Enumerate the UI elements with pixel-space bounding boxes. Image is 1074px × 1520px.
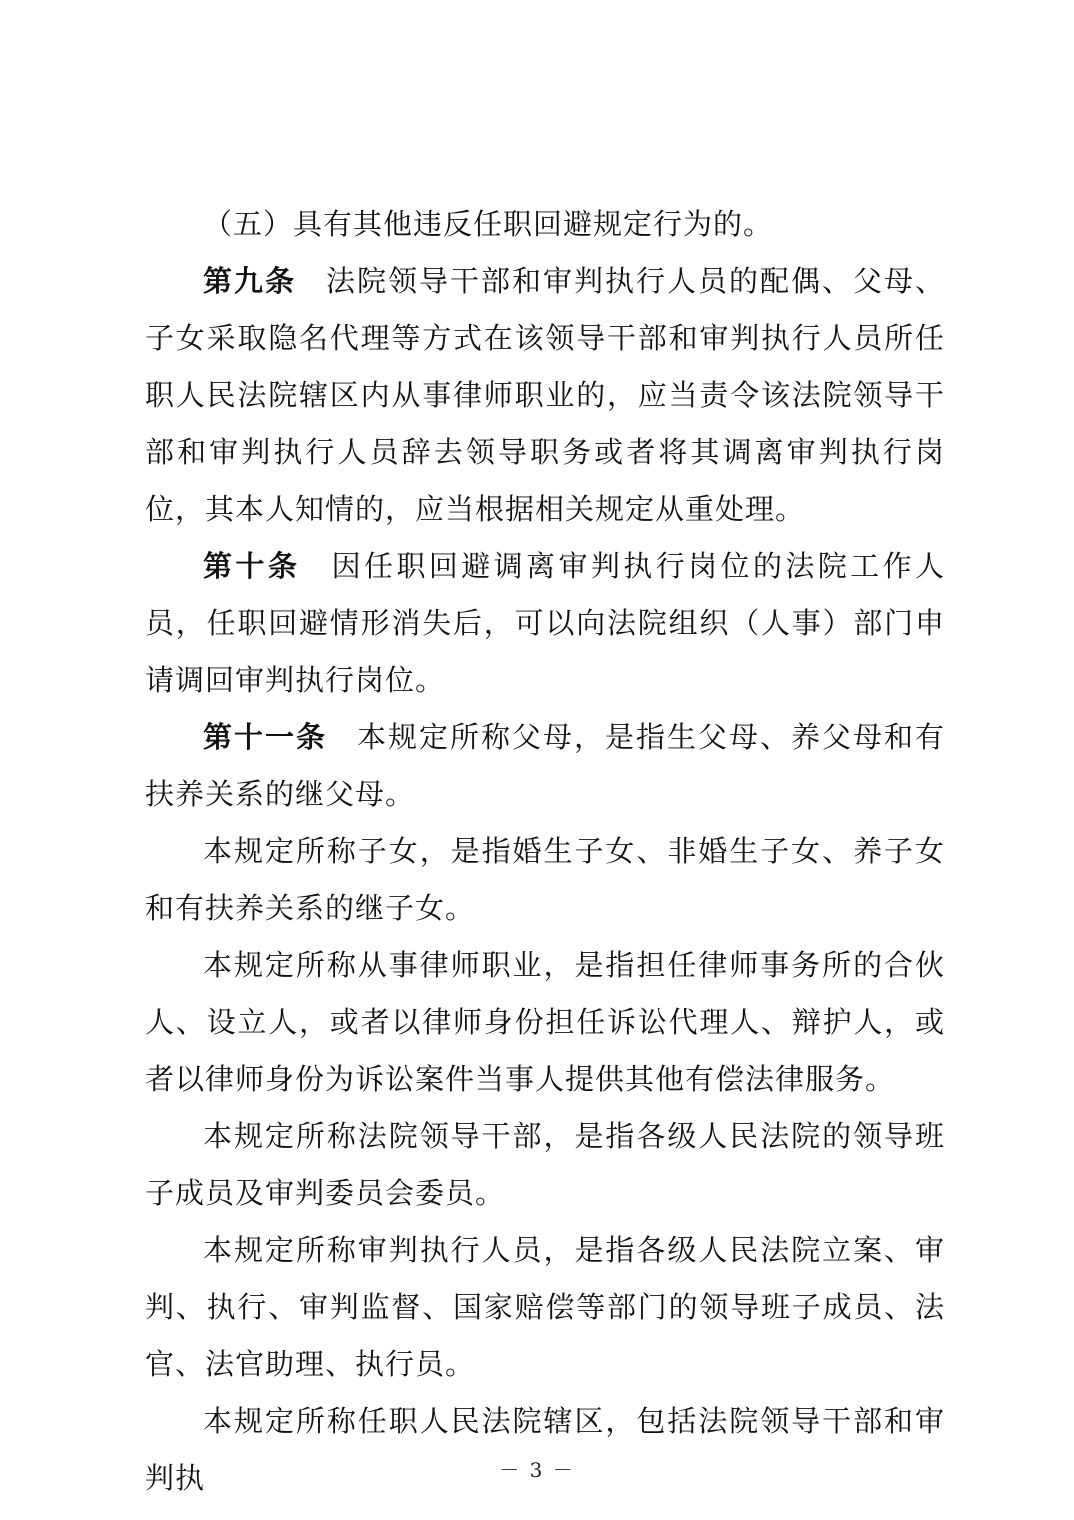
paragraph-text: 因任职回避调离审判执行岗位的法院工作人员，任职回避情形消失后，可以向法院组织（人事）部门申请调回审判执行岗位。 xyxy=(145,549,945,697)
paragraph-text: 本规定所称法院领导干部，是指各级人民法院的领导班子成员及审判委员会委员。 xyxy=(145,1119,945,1210)
paragraph-text: 本规定所称从事律师职业，是指担任律师事务所的合伙人、设立人，或者以律师身份担任诉讼代理人、辩护人，或者以律师身份为诉讼案件当事人提供其他有偿法律服务。 xyxy=(145,948,945,1096)
definition-jurisdiction xyxy=(145,1393,945,1507)
definition-children xyxy=(145,823,945,937)
paragraph-text: 本规定所称子女，是指婚生子女、非婚生子女、养子女和有扶养关系的继子女。 xyxy=(145,834,945,925)
article-heading: 第十条 xyxy=(203,549,301,583)
paragraph-text: 本规定所称任职人民法院辖区，包括法院领导干部和审判执 xyxy=(145,1404,945,1495)
article-11 xyxy=(145,709,945,823)
paragraph-text: （五）具有其他违反任职回避规定行为的。 xyxy=(203,207,774,241)
definition-lawyer-practice xyxy=(145,937,945,1108)
page-number: － 3 － xyxy=(499,1458,575,1482)
definition-court-leaders xyxy=(145,1108,945,1222)
document-body xyxy=(145,196,945,1507)
paragraph-text: 本规定所称父母，是指生父母、养父母和有扶养关系的继父母。 xyxy=(145,720,945,811)
article-heading: 第十一条 xyxy=(203,720,327,754)
paragraph-item-5 xyxy=(145,196,945,253)
article-10 xyxy=(145,538,945,709)
article-heading: 第九条 xyxy=(203,264,296,298)
article-9 xyxy=(145,253,945,538)
paragraph-text: 法院领导干部和审判执行人员的配偶、父母、子女采取隐名代理等方式在该领导干部和审判执行人员所任职人民法院辖区内从事律师职业的，应当责令该法院领导干部和审判执行人员辞去领导职务或者将其调离审判执行岗位，其本人知情的，应当根据相关规定从重处理。 xyxy=(145,264,945,526)
definition-trial-personnel xyxy=(145,1222,945,1393)
paragraph-text: 本规定所称审判执行人员，是指各级人民法院立案、审判、执行、审判监督、国家赔偿等部门的领导班子成员、法官、法官助理、执行员。 xyxy=(145,1233,945,1381)
